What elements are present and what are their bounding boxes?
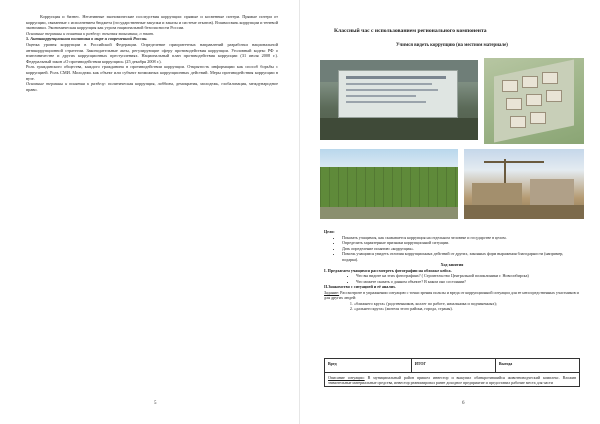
task-label: Задание: [324,289,340,295]
paragraph-corruption-business: Коррупция и бизнес. Негативные экономические последствия коррупции: прямые и косвенные потери. Прямые потери от коррупции, связанные с исполнением бюджета (государственные закупки и заказы и системе откатов). Взаимосвязь коррупции и теневой экономики. Экономическая коррупция как угроза национальной безопасности России. [26,14,278,31]
header-result: ИТОГ [411,359,495,373]
task-text: Рассмотрите в упражнении ситуацию с точки зрения пользы и вреда от коррупционной ситуации для ее непосредственных участников и для других людей: [324,289,579,300]
page-number-left: 5 [154,401,157,406]
list-item: 2. «дальнего круга» (жителя этого района, города, страны). [354,306,580,312]
lesson-body [324,229,580,312]
page-number-right: 6 [462,401,465,406]
situation-text: В муниципальный район пришел инвестор и выкупил обанкротившийся животноводческий комплекс. Вложив значительные материальные средства, инвестор реанимировал ранее доходное предприятие и предоставил рабочие места для части [328,374,576,385]
goals-colon: : [333,229,335,234]
situation-cell [325,373,580,387]
terms-shadow-economy: Основные термины и понятия к разделу: теневая экономика, о ткат. [26,30,155,36]
goals-label: Цели [324,229,334,234]
step-2-title: II.Знакомство с ситуацией и её анализ. [324,284,396,289]
list-item: • Дать определение понятию «коррупция». [342,246,580,252]
list-item: • Показать учащимся, как сказывается коррупция на отдельном человеке и государстве в целом. [342,235,580,241]
header-harm: Вред [325,359,412,373]
terms-list: политическая коррупция, лоббизм, демократия, молодежь, глобализация, международное право. [26,81,278,92]
paragraph-civil-society: Роль гражданского общества, каждого гражданина в противодействии коррупции. Открытость информации как способ борьбы с коррупцией. Роль СМИ. Молодежь как объект или субъект возможных коррупционных действий. Меры противодействия коррупции в вузе. [26,64,278,81]
situation-label: Описание ситуации: [328,374,365,380]
step-1-title: I. Предлагаем учащимся рассмотреть фотографии на обложке кейса. [324,267,452,273]
list-item: • Определить характерные признаки коррупционной ситуации. [342,240,580,246]
paragraph-anticorruption-policy: Оценка уровня коррупции в Российской Федерации. Определение приоритетных направлений разработки национальной антикоррупционной стратегии. Законодательные акты, регулирующие сферу противодействия коррупции. Уголовный кодекс РФ о взяточничестве и других коррупционных преступлениях. Национальный план противодействия коррупции (31 июля 2008 г.). Федеральный закон «О противодействии коррупции» (25 декабря 2008 г.). [26,41,278,64]
photo-construction-site [464,149,584,219]
harm-benefit-table [324,358,580,387]
task-paragraph [324,290,580,301]
goals-list [324,235,580,263]
terms-section-5 [26,81,278,92]
section-5-heading: 5. Антикоррупционная политика в мире и современной России. [26,36,148,42]
photo-green-fence [320,149,458,219]
right-page [300,0,600,424]
terms-lead: Основные термины и понятия к разделу: [26,81,107,87]
photo-building-sign [320,60,478,140]
lesson-subtitle: Учимся видеть коррупцию (на местном материале) [396,43,508,48]
progress-heading: Ход занятия [440,262,464,267]
left-page-text [26,14,278,92]
table-row [325,373,580,387]
table-header-row [325,359,580,373]
header-benefit: Выгода [495,359,579,373]
photo-cottages-plan [484,58,584,144]
task-list [324,301,580,312]
lesson-title: Классный час с использованием регионального компонента [334,28,487,34]
step-1-questions [324,273,580,284]
list-item: • Что можете сказать о данном объекте? В каком оно состоянии? [356,279,580,285]
list-item: 1. «ближнего круга» (родственников, коллег по работе, начальника и подчиненных); [354,301,580,307]
list-item: • Что вы видите на этих фотографиях? ( Строительство Центральной поликлиники г. Новосибирска) [356,273,580,279]
list-item: • Помочь учащимся увидеть отличия коррупционных действий от других, законных форм выражения благодарности (например, подарка). [342,251,580,262]
